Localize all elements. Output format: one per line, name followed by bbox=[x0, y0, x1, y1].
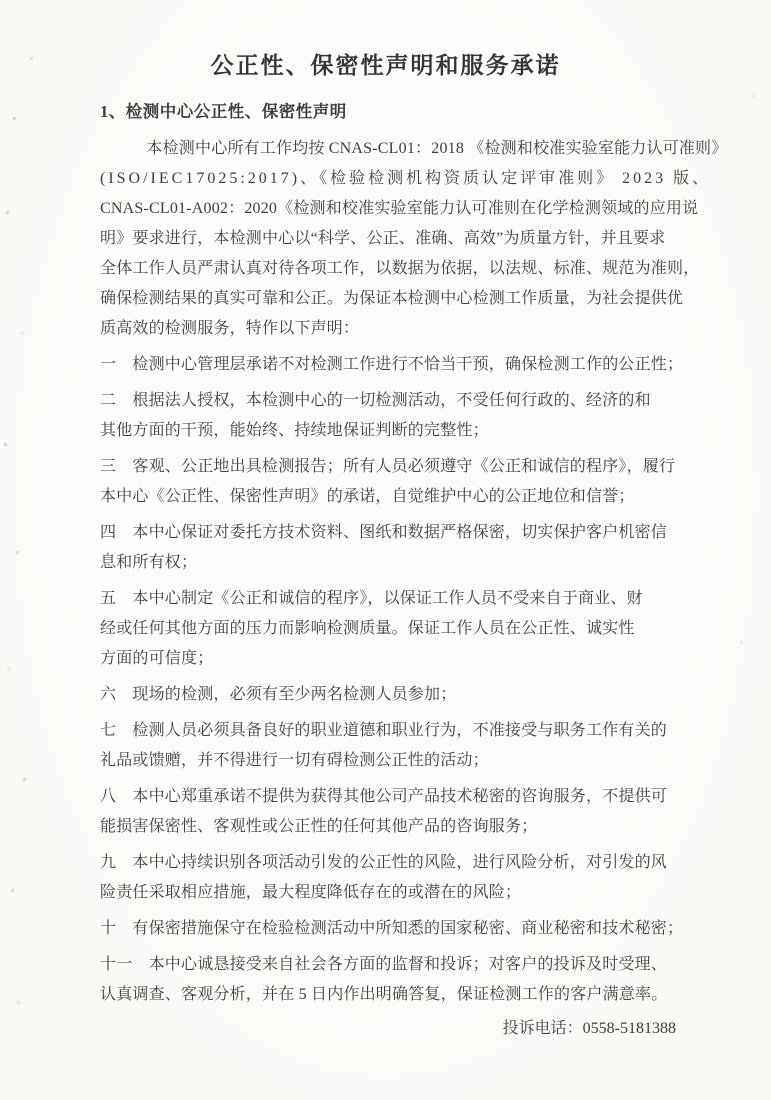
complaint-phone-line bbox=[100, 1014, 676, 1044]
statement-paragraph-10 bbox=[100, 914, 684, 944]
text-line: 三 客观、公正地出具检测报告；所有人员必须遵守《公正和诚信的程序》，履行 bbox=[100, 458, 676, 475]
text-line: 其他方面的干预，能始终、持续地保证判断的完整性； bbox=[100, 422, 489, 439]
statement-paragraph-1 bbox=[100, 350, 684, 380]
text-line: 五 本中心制定《公正和诚信的程序》，以保证工作人员不受来自于商业、财 bbox=[100, 590, 643, 607]
text-line: 方面的可信度； bbox=[100, 650, 214, 667]
section-heading: 1、检测中心公正性、保密性声明 bbox=[100, 102, 347, 121]
text-line: 礼品或馈赠，并不得进行一切有碍检测公正性的活动； bbox=[100, 752, 489, 769]
statement-paragraph-9 bbox=[100, 848, 676, 908]
text-line: 息和所有权； bbox=[100, 554, 198, 571]
text-line: 七 检测人员必须具备良好的职业道德和职业行为，不准接受与职务工作有关的 bbox=[100, 722, 668, 739]
text-line: 能损害保密性、客观性或公正性的任何其他产品的咨询服务； bbox=[100, 818, 538, 835]
text-line: 本中心《公正性、保密性声明》的承诺，自觉维护中心的公正地位和信誉； bbox=[100, 488, 635, 505]
text-line: 十 有保密措施保守在检验检测活动中所知悉的国家秘密、商业秘密和技术秘密； bbox=[100, 920, 684, 937]
statement-paragraph-6 bbox=[100, 680, 676, 710]
text-line: 明》要求进行，本检测中心以“科学、公正、准确、高效”为质量方针，并且要求 bbox=[100, 230, 666, 247]
text-line: 四 本中心保证对委托方技术资料、图纸和数据严格保密，切实保护客户机密信 bbox=[100, 524, 668, 541]
statement-paragraph-2 bbox=[100, 386, 676, 446]
text-line: CNAS-CL01-A002：2020《检测和校准实验室能力认可准则在化学检测领域的应用说 bbox=[100, 200, 699, 217]
text-line: 九 本中心持续识别各项活动引发的公正性的风险，进行风险分析，对引发的风 bbox=[100, 854, 668, 871]
text-line: 一 检测中心管理层承诺不对检测工作进行不恰当干预，确保检测工作的公正性； bbox=[100, 356, 684, 373]
text-line: 八 本中心郑重承诺不提供为获得其他公司产品技术秘密的咨询服务，不提供可 bbox=[100, 788, 668, 805]
intro-paragraph bbox=[100, 134, 728, 344]
text-line: (ISO/IEC17025:2017)、《检验检测机构资质认定评审准则》 2023 版、 bbox=[100, 170, 712, 187]
text-line: 认真调查、客观分析，并在 5 日内作出明确答复，保证检测工作的客户满意率。 bbox=[100, 986, 668, 1003]
text-line: 经或任何其他方面的压力而影响检测质量。保证工作人员在公正性、诚实性 bbox=[100, 620, 635, 637]
scan-noise-specks bbox=[0, 0, 1, 1]
complaint-phone-label: 投诉电话： bbox=[502, 1020, 583, 1037]
document-body bbox=[100, 98, 728, 1044]
text-line: 确保检测结果的真实可靠和公正。为保证本检测中心检测工作质量，为社会提供优 bbox=[100, 290, 684, 307]
statement-paragraph-4 bbox=[100, 518, 676, 578]
statement-paragraph-3 bbox=[100, 452, 676, 512]
text-line: 险责任采取相应措施，最大程度降低存在的或潜在的风险； bbox=[100, 884, 522, 901]
statement-paragraph-8 bbox=[100, 782, 676, 842]
document-title: 公正性、保密性声明和服务承诺 bbox=[210, 53, 561, 78]
text-line: 二 根据法人授权，本检测中心的一切检测活动，不受任何行政的、经济的和 bbox=[100, 392, 651, 409]
statement-paragraph-11 bbox=[100, 950, 676, 1010]
text-line: 六 现场的检测，必须有至少两名检测人员参加； bbox=[100, 686, 457, 703]
statement-paragraph-5 bbox=[100, 584, 676, 674]
text-line: 十一 本中心诚恳接受来自社会各方面的监督和投诉；对客户的投诉及时受理、 bbox=[100, 956, 668, 973]
statement-paragraph-7 bbox=[100, 716, 676, 776]
text-line: 质高效的检测服务，特作以下声明： bbox=[100, 320, 360, 337]
complaint-phone-number: 0558-5181388 bbox=[582, 1020, 676, 1037]
text-line: 本检测中心所有工作均按 CNAS-CL01：2018 《检测和校准实验室能力认可准则》 bbox=[146, 140, 728, 157]
text-line: 全体工作人员严肃认真对待各项工作，以数据为依据，以法规、标准、规范为准则， bbox=[100, 260, 700, 277]
